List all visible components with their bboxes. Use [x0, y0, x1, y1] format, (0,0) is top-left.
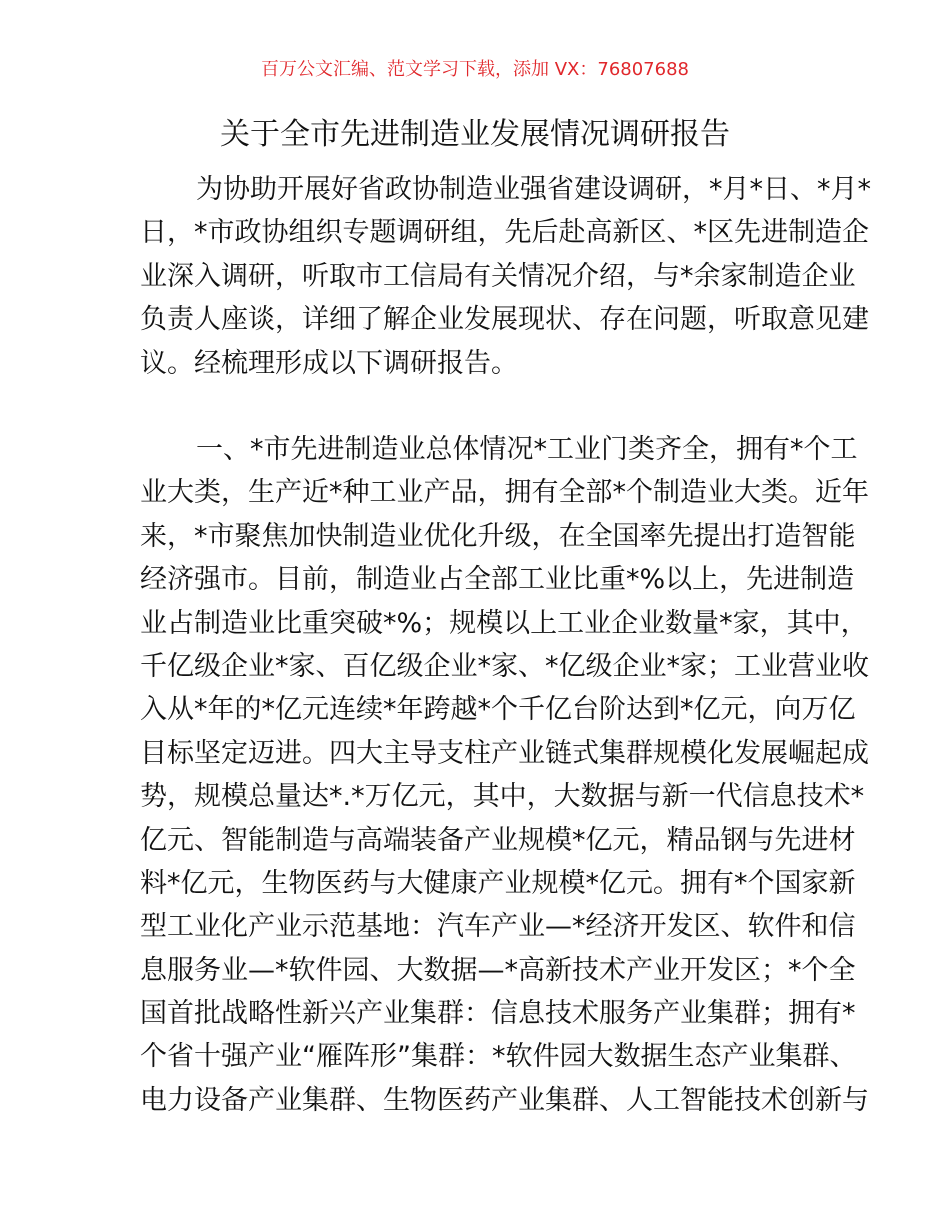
text-line: 入从*年的*亿元连续*年跨越*个千亿台阶达到*亿元，向万亿	[140, 694, 856, 726]
text-line: 息服务业—*软件园、大数据—*高新技术产业开发区；*个全	[140, 954, 856, 986]
text-line: 亿元、智能制造与高端装备产业规模*亿元，精品钢与先进材	[140, 824, 856, 856]
watermark-header: 百万公文汇编、范文学习下载，添加 VX：76807688	[261, 59, 689, 80]
document-title: 关于全市先进制造业发展情况调研报告	[220, 117, 730, 152]
text-line: 议。经梳理形成以下调研报告。	[140, 347, 518, 379]
text-line: 料*亿元，生物医药与大健康产业规模*亿元。拥有*个国家新	[140, 867, 856, 899]
text-line: 目标坚定迈进。四大主导支柱产业链式集群规模化发展崛起成	[140, 737, 869, 769]
text-line: 经济强市。目前，制造业占全部工业比重*%以上，先进制造	[140, 564, 855, 596]
text-line: 业大类，生产近*种工业产品，拥有全部*个制造业大类。近年	[140, 477, 869, 509]
text-line: 来，*市聚焦加快制造业优化升级，在全国率先提出打造智能	[140, 520, 856, 552]
text-line: 势，规模总量达*.*万亿元，其中，大数据与新一代信息技术*	[140, 781, 865, 813]
text-line: 电力设备产业集群、生物医药产业集群、人工智能技术创新与	[140, 1084, 869, 1116]
text-line: 一、*市先进制造业总体情况*工业门类齐全，拥有*个工	[196, 434, 858, 465]
text-line: 型工业化产业示范基地：汽车产业—*经济开发区、软件和信	[140, 911, 856, 943]
text-line: 日，*市政协组织专题调研组，先后赴高新区、*区先进制造企	[140, 217, 869, 249]
text-line: 为协助开展好省政协制造业强省建设调研，*月*日、*月*	[196, 174, 871, 205]
text-line: 业占制造业比重突破*%；规模以上工业企业数量*家，其中，	[140, 607, 868, 639]
text-line: 千亿级企业*家、百亿级企业*家、*亿级企业*家；工业营业收	[140, 650, 869, 682]
text-line: 国首批战略性新兴产业集群：信息技术服务产业集群；拥有*	[140, 998, 856, 1030]
text-line: 个省十强产业“雁阵形”集群：*软件园大数据生态产业集群、	[140, 1041, 857, 1073]
text-line: 业深入调研，听取市工信局有关情况介绍，与*余家制造企业	[140, 260, 856, 292]
paragraph-intro	[140, 168, 871, 385]
paragraph-section-1	[140, 428, 869, 1122]
text-line: 负责人座谈，详细了解企业发展现状、存在问题，听取意见建	[140, 304, 869, 336]
